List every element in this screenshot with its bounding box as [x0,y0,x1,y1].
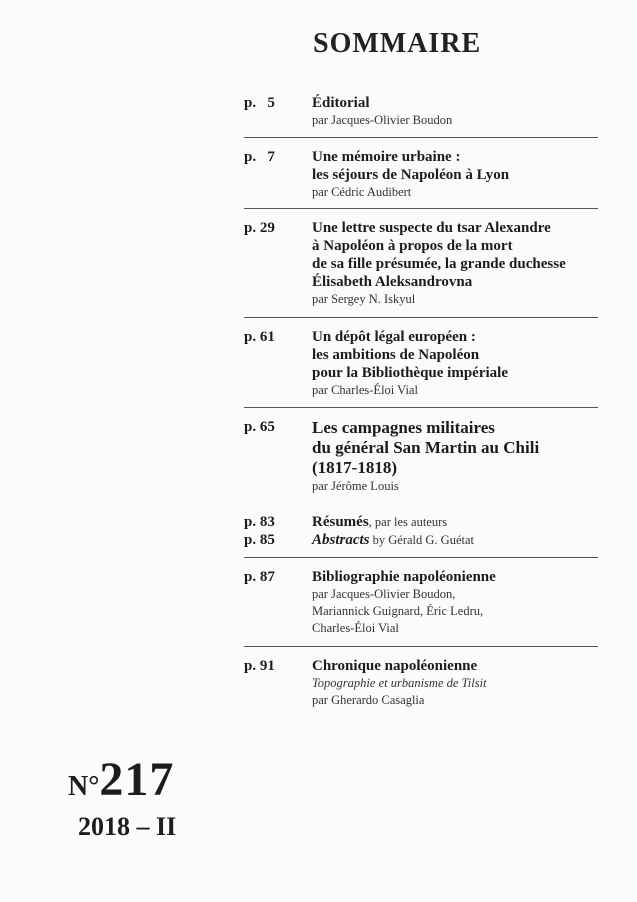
page-title: SOMMAIRE [313,28,482,59]
page-number: p. 65 [244,419,275,435]
page-number: p. 7 [244,149,275,165]
entry-title: Bibliographie napoléonienne [312,569,496,585]
table-of-contents [244,92,598,715]
entry-author: , par les auteurs [368,515,448,529]
entry-author: par Cédric Audibert [312,185,412,199]
entry-author: par Gherardo Casaglia [312,693,425,707]
entry-author: par Jacques-Olivier Boudon [312,113,453,127]
entry-title: Éditorial [312,95,370,111]
entry-title-line: (1817-1818) [312,458,397,477]
toc-entry-editorial [244,92,598,138]
issue-number [68,752,174,807]
entry-author-line: Mariannick Guignard, Éric Ledru, [312,604,484,618]
page-number: p. 29 [244,220,275,236]
toc-entry-bibliographie [244,558,598,647]
issue-prefix: N° [68,771,100,802]
entry-title-line: du général San Martin au Chili [312,438,540,457]
issue-value: 217 [99,753,175,806]
toc-entry-san-martin [244,408,598,509]
toc-entry-chronique [244,647,598,715]
entry-title: Chronique napoléonienne [312,658,478,674]
entry-author: by Gérald G. Guétat [369,533,474,547]
page-number: p. 83 [244,514,275,530]
entry-author: par Sergey N. Iskyul [312,292,416,306]
entry-title-line: pour la Bibliothèque impériale [312,365,508,381]
entry-title: Les campagnes militaires [312,418,495,437]
entry-subtitle: Topographie et urbanisme de Tilsit [312,676,487,690]
entry-title-line: de sa fille présumée, la grande duchesse [312,256,566,272]
entry-author: par Charles-Éloi Vial [312,383,418,397]
toc-entry-resumes [244,509,598,558]
entry-title: Résumés [312,514,369,530]
entry-author-line: Charles-Éloi Vial [312,621,399,635]
issue-year: 2018 – II [78,812,177,841]
entry-title-line: à Napoléon à propos de la mort [312,238,513,254]
entry-title-line: Élisabeth Aleksandrovna [312,274,473,290]
toc-entry-depot-legal [244,318,598,408]
entry-author: par Jérôme Louis [312,479,399,493]
toc-entry-alexandre [244,209,598,318]
entry-title-line: les ambitions de Napoléon [312,347,480,363]
page-number: p. 91 [244,658,275,674]
page-number: p. 61 [244,329,275,345]
page-number: p. 87 [244,569,275,585]
entry-author: par Jacques-Olivier Boudon, [312,587,456,601]
page-number: p. 5 [244,95,275,111]
entry-title-line: les séjours de Napoléon à Lyon [312,167,510,183]
toc-entry-lyon [244,138,598,209]
entry-title: Une lettre suspecte du tsar Alexandre [312,220,551,236]
entry-title: Abstracts [312,532,370,548]
entry-title: Un dépôt légal européen : [312,329,476,345]
entry-title: Une mémoire urbaine : [312,149,461,165]
page-number: p. 85 [244,532,275,548]
